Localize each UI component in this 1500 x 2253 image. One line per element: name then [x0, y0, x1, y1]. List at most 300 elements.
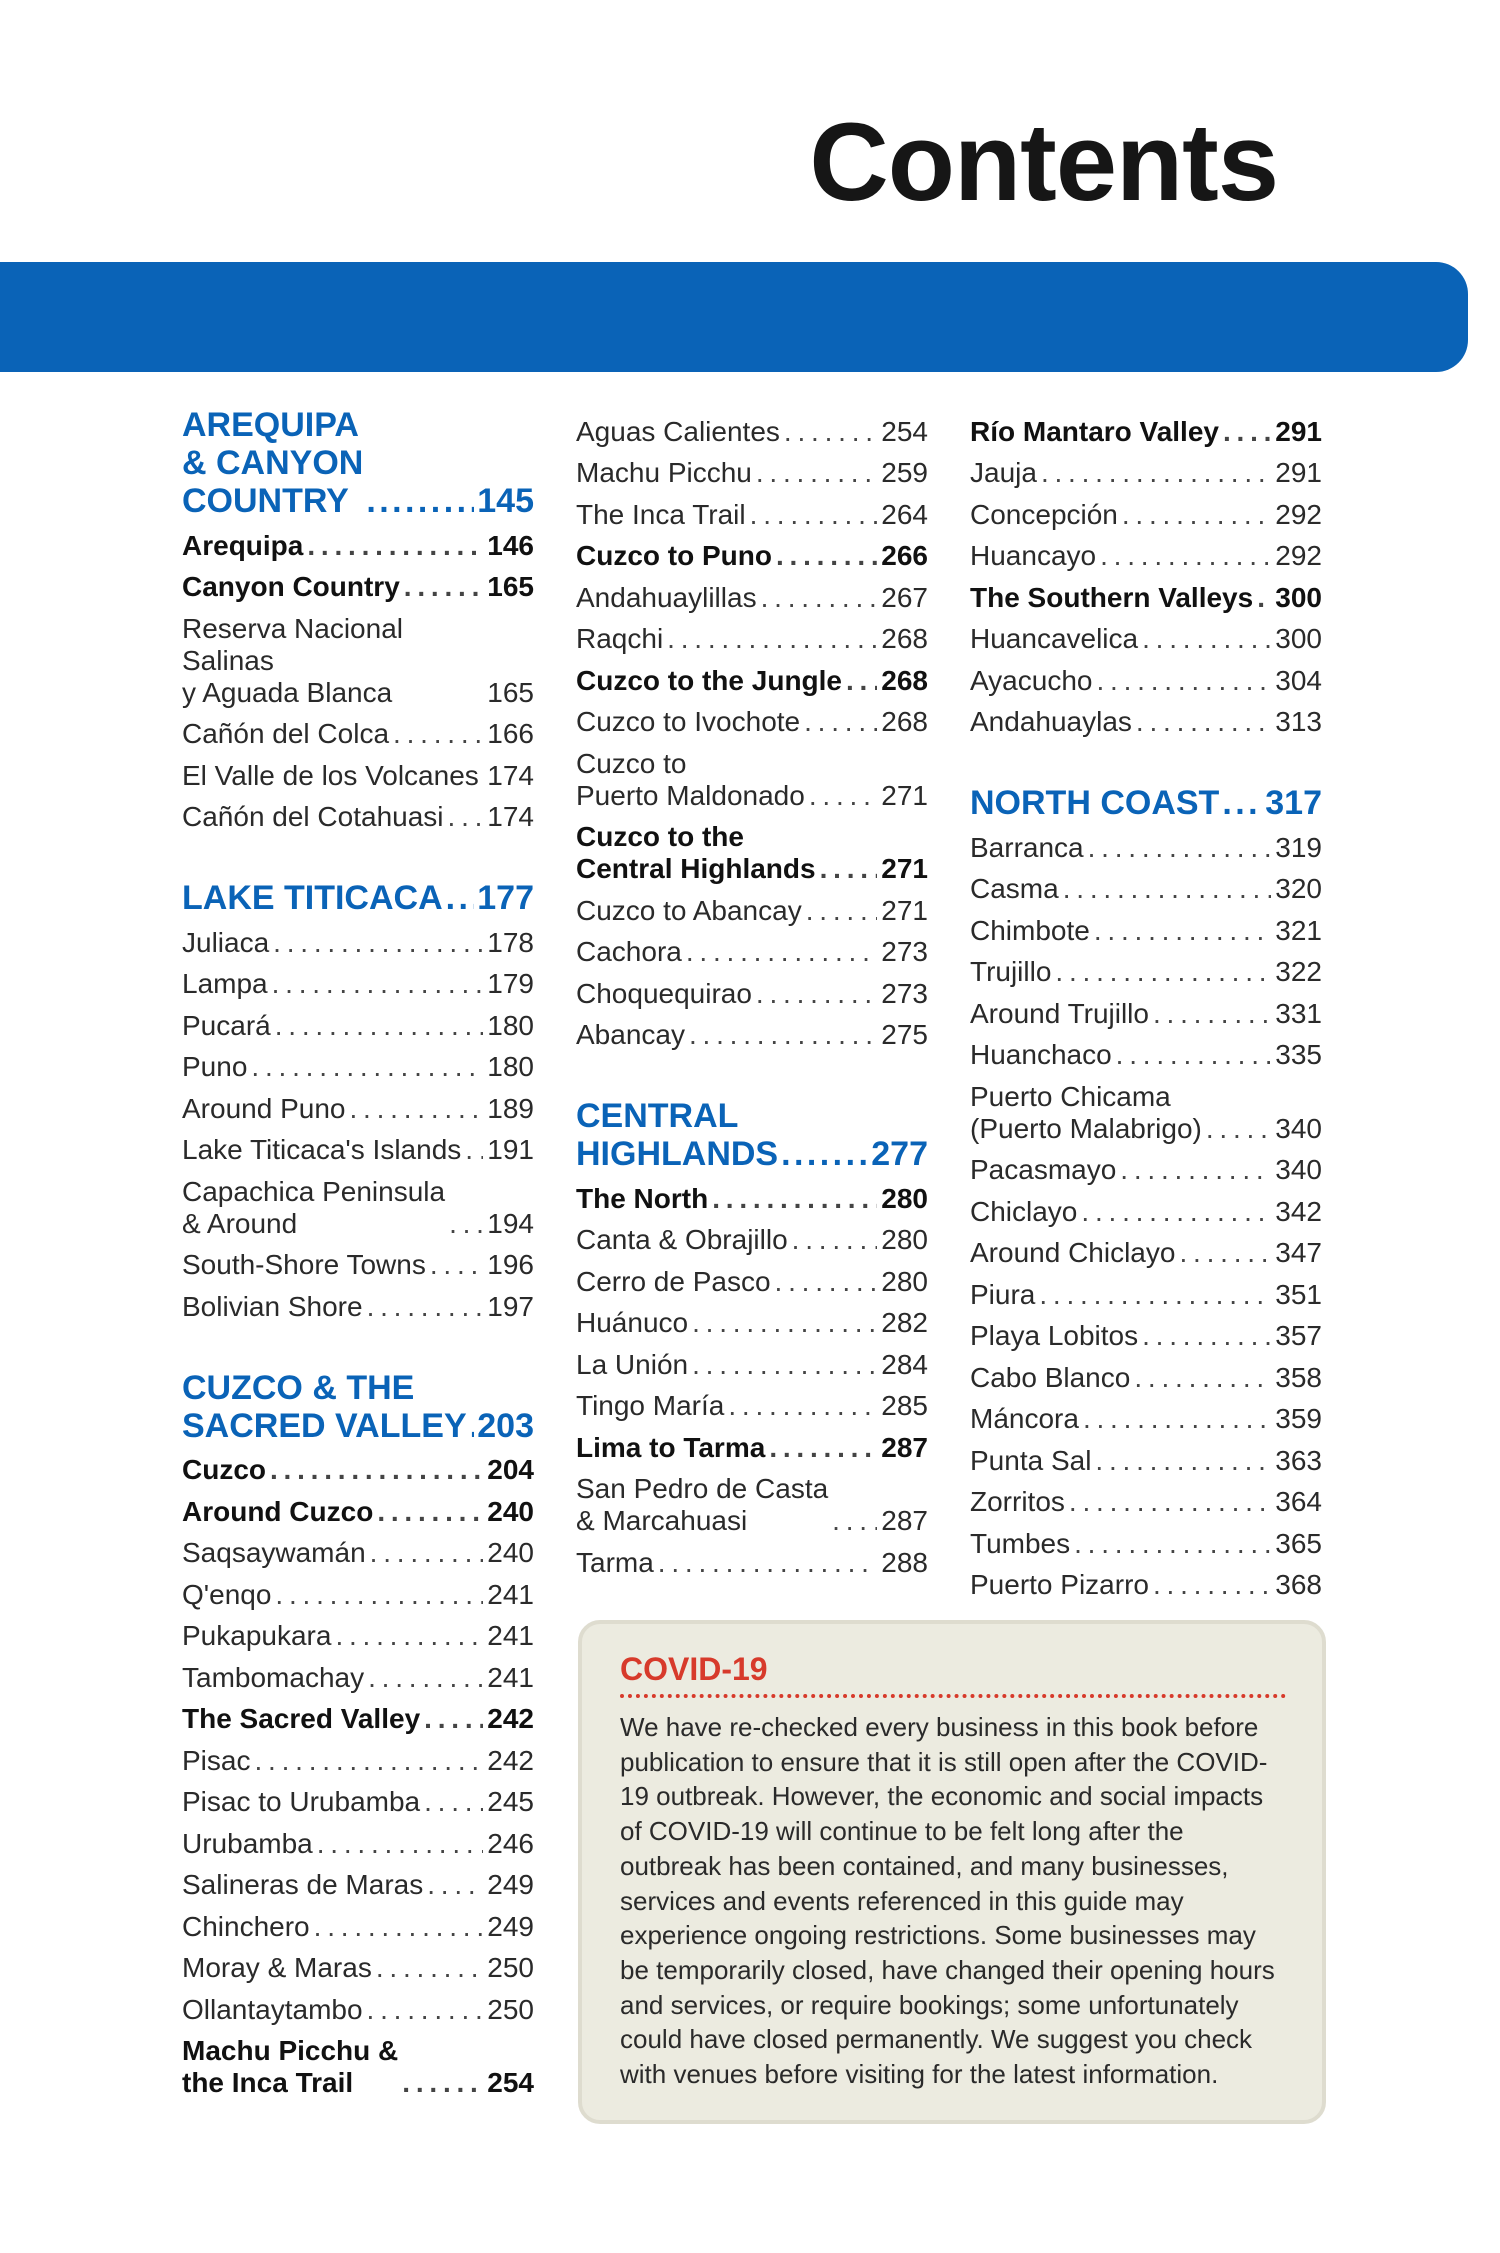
toc-entry-label: Pisac to Urubamba	[182, 1786, 421, 1817]
toc-entry-label: Huancavelica	[970, 623, 1139, 654]
toc-entry-label: Canyon Country	[182, 571, 400, 602]
toc-entry[interactable]	[970, 457, 1322, 489]
toc-entry[interactable]	[182, 613, 534, 709]
toc-entry[interactable]	[182, 1620, 534, 1652]
toc-entry[interactable]	[182, 1662, 534, 1694]
toc-entry[interactable]	[576, 499, 928, 531]
toc-entry[interactable]	[576, 978, 928, 1010]
toc-entry[interactable]	[970, 1486, 1322, 1518]
dot-leader	[775, 1266, 878, 1298]
toc-entry-label: Aguas Calientes	[576, 415, 780, 447]
toc-entry[interactable]	[970, 1081, 1322, 1145]
toc-entry-label: Around Trujillo	[970, 997, 1149, 1029]
toc-entry[interactable]	[970, 623, 1322, 655]
dot-leader	[1222, 784, 1262, 822]
dot-leader	[804, 706, 877, 738]
toc-entry[interactable]	[970, 540, 1322, 572]
toc-entry-page: 282	[881, 1307, 928, 1338]
toc-entry-page: 191	[487, 1134, 534, 1165]
dot-leader	[1094, 915, 1271, 947]
dot-leader	[335, 1620, 483, 1652]
toc-entry-label: The North	[576, 1182, 709, 1214]
toc-entry-page: 292	[1275, 498, 1322, 530]
dot-leader	[1083, 1403, 1271, 1435]
toc-entry-page: 180	[487, 1051, 534, 1082]
toc-entry[interactable]	[970, 1569, 1322, 1601]
toc-entry-label: Trujillo	[970, 956, 1052, 987]
toc-entry[interactable]	[970, 956, 1322, 988]
toc-entry-label: Pisac	[182, 1744, 251, 1776]
covid-dotted-rule	[620, 1694, 1286, 1698]
toc-entry-label: Cerro de Pasco	[576, 1265, 771, 1297]
toc-entry-label: Tumbes	[970, 1527, 1071, 1559]
toc-entry-label: Cuzco	[182, 1454, 266, 1485]
toc-entry-label: La Unión	[576, 1348, 689, 1380]
toc-entry-page: 268	[881, 664, 928, 696]
toc-entry-page: 321	[1275, 914, 1322, 946]
toc-entry-page: 319	[1275, 831, 1322, 863]
dot-leader	[317, 1828, 484, 1860]
toc-entry[interactable]	[970, 915, 1322, 947]
toc-entry-label: Casma	[970, 873, 1059, 904]
dot-leader	[689, 1019, 877, 1051]
toc-entry-label: San Pedro de Casta & Marcahuasi	[576, 1473, 829, 1536]
toc-entry-page: 264	[881, 498, 928, 530]
dot-leader	[465, 1134, 483, 1166]
toc-entry[interactable]	[182, 1869, 534, 1901]
toc-entry[interactable]	[970, 832, 1322, 864]
covid-notice-box	[578, 1620, 1326, 2124]
toc-entry-page: 146	[487, 529, 534, 561]
toc-entry[interactable]	[576, 1266, 928, 1298]
dot-leader	[1100, 540, 1271, 572]
toc-entry[interactable]	[182, 1952, 534, 1984]
toc-entry-page: 249	[487, 1869, 534, 1900]
dot-leader	[1041, 457, 1271, 489]
dot-leader	[784, 416, 877, 448]
section-heading[interactable]	[576, 1097, 928, 1173]
toc-entry[interactable]	[182, 1745, 534, 1777]
toc-entry-page: 259	[881, 457, 928, 488]
dot-leader	[1081, 1196, 1271, 1228]
toc-entry[interactable]	[182, 571, 534, 603]
toc-entry-page: 266	[881, 540, 928, 571]
toc-entry[interactable]	[970, 1362, 1322, 1394]
dot-leader	[427, 1869, 483, 1901]
toc-entry[interactable]	[970, 1237, 1322, 1269]
toc-entry-page: 273	[881, 977, 928, 1009]
section-heading-label: AREQUIPA & CANYON COUNTRY	[182, 406, 364, 520]
dot-leader	[470, 1407, 475, 1445]
toc-entry-label: Chiclayo	[970, 1195, 1078, 1227]
toc-entry-label: Moray & Maras	[182, 1952, 372, 1983]
toc-entry-page: 287	[881, 1505, 928, 1536]
dot-leader	[756, 457, 877, 489]
toc-entry-page: 291	[1275, 415, 1322, 447]
toc-entry-label: Máncora	[970, 1403, 1079, 1434]
section-page-number: 145	[477, 482, 534, 520]
toc-entry[interactable]	[182, 1703, 534, 1735]
toc-entry[interactable]	[182, 1051, 534, 1083]
toc-entry-page: 271	[881, 894, 928, 926]
toc-entry[interactable]	[182, 1828, 534, 1860]
toc-entry[interactable]	[182, 1579, 534, 1611]
toc-entry[interactable]	[576, 1432, 928, 1464]
toc-entry-page: 342	[1275, 1195, 1322, 1227]
toc-entry-label: Abancay	[576, 1019, 685, 1050]
toc-entry-page: 291	[1275, 457, 1322, 488]
dot-leader	[1134, 1362, 1271, 1394]
toc-entry-label: Lampa	[182, 968, 268, 999]
toc-entry-page: 254	[487, 2067, 534, 2098]
toc-entry[interactable]	[576, 821, 928, 885]
dot-leader	[667, 623, 877, 655]
toc-entry-page: 331	[1275, 997, 1322, 1029]
header-band	[0, 262, 1468, 372]
toc-entry-page: 174	[487, 759, 534, 791]
toc-entry-label: Choquequirao	[576, 977, 752, 1009]
toc-entry-label: Río Mantaro Valley	[970, 415, 1219, 447]
toc-entry[interactable]	[576, 540, 928, 572]
toc-entry-page: 313	[1275, 706, 1322, 737]
section-heading[interactable]	[182, 406, 534, 520]
toc-entry-page: 250	[487, 1952, 534, 1983]
toc-entry[interactable]	[970, 1279, 1322, 1311]
toc-entry-page: 280	[881, 1182, 928, 1214]
toc-entry[interactable]	[970, 582, 1322, 614]
toc-entry[interactable]	[576, 1349, 928, 1381]
dot-leader	[781, 1135, 868, 1173]
toc-entry[interactable]	[576, 1183, 928, 1215]
toc-entry-page: 246	[487, 1827, 534, 1859]
toc-entry[interactable]	[576, 748, 928, 812]
dot-leader	[658, 1547, 877, 1579]
dot-leader	[275, 1010, 484, 1042]
toc-entry-page: 284	[881, 1348, 928, 1380]
section-heading[interactable]	[970, 784, 1322, 822]
toc-entry[interactable]	[576, 706, 928, 738]
dot-leader	[1122, 499, 1271, 531]
toc-entry-label: Jauja	[970, 457, 1037, 488]
toc-entry[interactable]	[182, 1496, 534, 1528]
toc-entry[interactable]	[970, 706, 1322, 738]
dot-leader	[1223, 416, 1271, 448]
section-heading[interactable]	[182, 879, 534, 917]
toc-entry-label: Cañón del Cotahuasi	[182, 801, 444, 832]
dot-leader	[1257, 582, 1271, 614]
toc-entry-label: Andahuaylillas	[576, 581, 757, 613]
dot-leader	[275, 1579, 483, 1611]
toc-entry-page: 179	[487, 968, 534, 999]
dot-leader	[366, 482, 474, 520]
toc-entry-label: The Inca Trail	[576, 498, 746, 530]
dot-leader	[809, 780, 877, 812]
toc-entry[interactable]	[576, 1019, 928, 1051]
toc-entry-page: 280	[881, 1265, 928, 1297]
toc-entry-label: Bolivian Shore	[182, 1290, 363, 1322]
toc-entry-page: 340	[1275, 1112, 1322, 1144]
toc-entry-label: Concepción	[970, 498, 1118, 530]
toc-entry[interactable]	[970, 665, 1322, 697]
toc-entry[interactable]	[576, 623, 928, 655]
toc-entry-label: Salineras de Maras	[182, 1869, 424, 1900]
toc-entry-page: 241	[487, 1578, 534, 1610]
dot-leader	[368, 1662, 483, 1694]
toc-entry-label: Around Cuzco	[182, 1495, 374, 1527]
toc-entry-label: Arequipa	[182, 529, 304, 561]
toc-entry[interactable]	[182, 530, 534, 562]
dot-leader	[376, 1952, 483, 1984]
toc-entry-page: 268	[881, 706, 928, 737]
toc-entry-label: South-Shore Towns	[182, 1249, 426, 1280]
toc-entry-page: 204	[487, 1454, 534, 1485]
dot-leader	[446, 879, 475, 917]
section-heading-label: NORTH COAST	[970, 784, 1220, 822]
toc-entry-page: 180	[487, 1009, 534, 1041]
toc-entry-label: Lima to Tarma	[576, 1431, 766, 1463]
toc-entry-label: Cuzco to Puerto Maldonado	[576, 747, 805, 811]
toc-entry[interactable]	[182, 718, 534, 750]
toc-entry-label: Pacasmayo	[970, 1154, 1117, 1185]
toc-entry-page: 241	[487, 1620, 534, 1651]
section-heading[interactable]	[182, 1369, 534, 1445]
dot-leader	[1153, 1569, 1271, 1601]
dot-leader	[349, 1093, 483, 1125]
dot-leader	[1136, 706, 1271, 738]
toc-entry-page: 242	[487, 1744, 534, 1776]
toc-entry[interactable]	[970, 1320, 1322, 1352]
toc-entry-label: Tarma	[576, 1546, 654, 1578]
dot-leader	[750, 499, 878, 531]
toc-section	[182, 879, 534, 1323]
toc-entry-label: Reserva Nacional Salinas y Aguada Blanca	[182, 612, 403, 708]
toc-entry[interactable]	[576, 1547, 928, 1579]
toc-entry[interactable]	[182, 1093, 534, 1125]
toc-entry-page: 273	[881, 936, 928, 967]
dot-leader	[806, 895, 878, 927]
toc-entry[interactable]	[970, 1039, 1322, 1071]
toc-entry-page: 267	[881, 581, 928, 613]
toc-entry-label: Q'enqo	[182, 1578, 272, 1610]
toc-entry[interactable]	[182, 1249, 534, 1281]
toc-entry-page: 254	[881, 415, 928, 447]
dot-leader	[370, 1537, 484, 1569]
toc-entry[interactable]	[182, 968, 534, 1000]
toc-entry-label: Piura	[970, 1278, 1036, 1310]
dot-leader	[272, 968, 484, 1000]
dot-leader	[846, 665, 877, 697]
toc-entry-label: Playa Lobitos	[970, 1320, 1139, 1351]
toc-entry[interactable]	[182, 1134, 534, 1166]
toc-entry[interactable]	[182, 801, 534, 833]
dot-leader	[1069, 1486, 1271, 1518]
toc-entry-label: The Sacred Valley	[182, 1703, 421, 1734]
toc-entry-label: Huánuco	[576, 1307, 689, 1338]
dot-leader	[1095, 1445, 1271, 1477]
toc-entry-label: Urubamba	[182, 1827, 313, 1859]
toc-entry-label: Canta & Obrajillo	[576, 1224, 788, 1255]
toc-entry[interactable]	[970, 873, 1322, 905]
dot-leader	[1096, 665, 1271, 697]
toc-entry-label: The Southern Valleys	[970, 581, 1254, 613]
toc-entry-page: 197	[487, 1290, 534, 1322]
toc-entry-page: 285	[881, 1390, 928, 1421]
dot-leader	[367, 1291, 484, 1323]
toc-section	[576, 1097, 928, 1579]
dot-leader	[254, 1745, 483, 1777]
toc-entry[interactable]	[576, 895, 928, 927]
toc-entry-label: Zorritos	[970, 1486, 1065, 1517]
toc-entry-page: 189	[487, 1092, 534, 1124]
toc-entry-page: 335	[1275, 1039, 1322, 1070]
dot-leader	[1039, 1279, 1271, 1311]
toc-entry-page: 340	[1275, 1154, 1322, 1185]
section-heading-label: CENTRAL HIGHLANDS	[576, 1097, 779, 1173]
toc-entry-page: 358	[1275, 1361, 1322, 1393]
toc-entry-page: 271	[881, 779, 928, 811]
toc-entry-label: Machu Picchu & the Inca Trail	[182, 2035, 399, 2098]
toc-entry-page: 165	[487, 676, 534, 708]
covid-notice-title: COVID-19	[620, 1651, 768, 1687]
toc-entry-label: Cañón del Colca	[182, 718, 390, 749]
toc-entry-label: Around Chiclayo	[970, 1237, 1176, 1268]
toc-entry[interactable]	[576, 936, 928, 968]
toc-entry-label: Barranca	[970, 831, 1084, 863]
toc-entry[interactable]	[970, 998, 1322, 1030]
toc-entry-label: Ayacucho	[970, 664, 1093, 696]
dot-leader	[307, 530, 483, 562]
toc-entry-page: 249	[487, 1910, 534, 1942]
toc-entry-page: 368	[1275, 1569, 1322, 1600]
dot-leader	[404, 571, 484, 603]
section-heading-label: LAKE TITICACA	[182, 879, 443, 917]
dot-leader	[1142, 1320, 1271, 1352]
toc-entry-page: 250	[487, 1993, 534, 2025]
dot-leader	[273, 927, 483, 959]
toc-entry-label: Pukapukara	[182, 1620, 332, 1651]
toc-entry[interactable]	[970, 1403, 1322, 1435]
toc-entry[interactable]	[182, 760, 534, 792]
dot-leader	[776, 540, 877, 572]
toc-entry-label: Chinchero	[182, 1910, 310, 1942]
toc-entry-label: Huancayo	[970, 540, 1097, 571]
toc-entry-label: Cuzco to Abancay	[576, 894, 802, 926]
dot-leader	[251, 1051, 483, 1083]
dot-leader	[1088, 832, 1272, 864]
dot-leader	[424, 1786, 483, 1818]
toc-entry-page: 166	[487, 718, 534, 749]
toc-entry[interactable]	[182, 1537, 534, 1569]
toc-entry-page: 245	[487, 1786, 534, 1817]
toc-entry[interactable]	[576, 416, 928, 448]
toc-entry-label: Cachora	[576, 936, 682, 967]
toc-entry-label: Machu Picchu	[576, 457, 752, 488]
toc-entry-label: Cuzco to the Central Highlands	[576, 821, 816, 884]
dot-leader	[1063, 873, 1272, 905]
toc-entry[interactable]	[970, 1445, 1322, 1477]
toc-entry-label: Tingo María	[576, 1390, 725, 1421]
toc-entry-page: 300	[1275, 581, 1322, 613]
dot-leader	[1153, 998, 1271, 1030]
toc-entry[interactable]	[182, 1454, 534, 1486]
toc-entry[interactable]	[182, 1994, 534, 2026]
dot-leader	[1055, 956, 1271, 988]
dot-leader	[712, 1183, 877, 1215]
dot-leader	[1120, 1154, 1271, 1186]
toc-entry[interactable]	[182, 1291, 534, 1323]
toc-entry[interactable]	[970, 499, 1322, 531]
toc-entry[interactable]	[576, 582, 928, 614]
dot-leader	[756, 978, 877, 1010]
toc-entry[interactable]	[576, 1307, 928, 1339]
toc-entry-page: 268	[881, 623, 928, 654]
toc-entry-label: Punta Sal	[970, 1444, 1092, 1476]
toc-entry[interactable]	[576, 1390, 928, 1422]
toc-entry-page: 322	[1275, 956, 1322, 987]
dot-leader	[424, 1703, 483, 1735]
toc-entry-page: 174	[487, 801, 534, 832]
toc-entry[interactable]	[576, 665, 928, 697]
dot-leader	[1206, 1113, 1271, 1145]
toc-entry[interactable]	[182, 1911, 534, 1943]
toc-entry-page: 196	[487, 1249, 534, 1280]
toc-entry[interactable]	[970, 416, 1322, 448]
toc-entry[interactable]	[182, 1786, 534, 1818]
toc-entry[interactable]	[182, 2035, 534, 2099]
toc-entry[interactable]	[576, 1224, 928, 1256]
toc-entry-page: 359	[1275, 1403, 1322, 1434]
toc-entry-page: 357	[1275, 1320, 1322, 1351]
toc-entry-label: Chimbote	[970, 914, 1090, 946]
toc-entry[interactable]	[970, 1196, 1322, 1228]
dot-leader	[692, 1349, 877, 1381]
toc-entry[interactable]	[576, 1473, 928, 1537]
toc-entry-label: Lake Titicaca's Islands	[182, 1134, 462, 1165]
dot-leader	[448, 801, 484, 833]
toc-entry-label: Capachica Peninsula & Around	[182, 1175, 446, 1239]
dot-leader	[761, 582, 878, 614]
toc-entry[interactable]	[970, 1154, 1322, 1186]
toc-entry-page: 275	[881, 1019, 928, 1050]
toc-entry-page: 304	[1275, 664, 1322, 696]
toc-column-1	[182, 406, 534, 2109]
dot-leader	[402, 2067, 483, 2099]
page-title: Contents	[809, 101, 1278, 224]
dot-leader	[393, 718, 483, 750]
dot-leader	[377, 1496, 483, 1528]
toc-entry-page: 320	[1275, 873, 1322, 904]
toc-entry-page: 364	[1275, 1486, 1322, 1517]
toc-entry[interactable]	[970, 1528, 1322, 1560]
dot-leader	[832, 1505, 877, 1537]
toc-entry-label: Raqchi	[576, 623, 664, 654]
dot-leader	[728, 1390, 877, 1422]
toc-entry-label: Cabo Blanco	[970, 1361, 1131, 1393]
toc-entry-page: 240	[487, 1537, 534, 1568]
covid-notice-text: We have re-checked every business in this book before publication to ensure that it is still open after the COVID-19 outbreak. However, the economic and social impacts of COVID-19 will continue to be felt long after the outbreak has been contained, and many businesses, services and events referenced in this guide may experience ongoing restrictions. Some businesses may be temporarily closed, have changed their opening hours and services, or require bookings; some unfortunately could have closed permanently. We suggest you check with venues before visiting for the latest information.	[620, 1712, 1275, 2090]
toc-entry-label: Cuzco to Puno	[576, 540, 772, 571]
toc-entry[interactable]	[182, 927, 534, 959]
toc-entry[interactable]	[576, 457, 928, 489]
toc-entry[interactable]	[182, 1176, 534, 1240]
toc-entry-page: 178	[487, 926, 534, 958]
toc-entry[interactable]	[182, 1010, 534, 1042]
dot-leader	[1179, 1237, 1271, 1269]
toc-entry-page: 240	[487, 1495, 534, 1527]
dot-leader	[820, 853, 878, 885]
toc-entry-label: Saqsaywamán	[182, 1537, 366, 1568]
toc-entry-page: 280	[881, 1224, 928, 1255]
